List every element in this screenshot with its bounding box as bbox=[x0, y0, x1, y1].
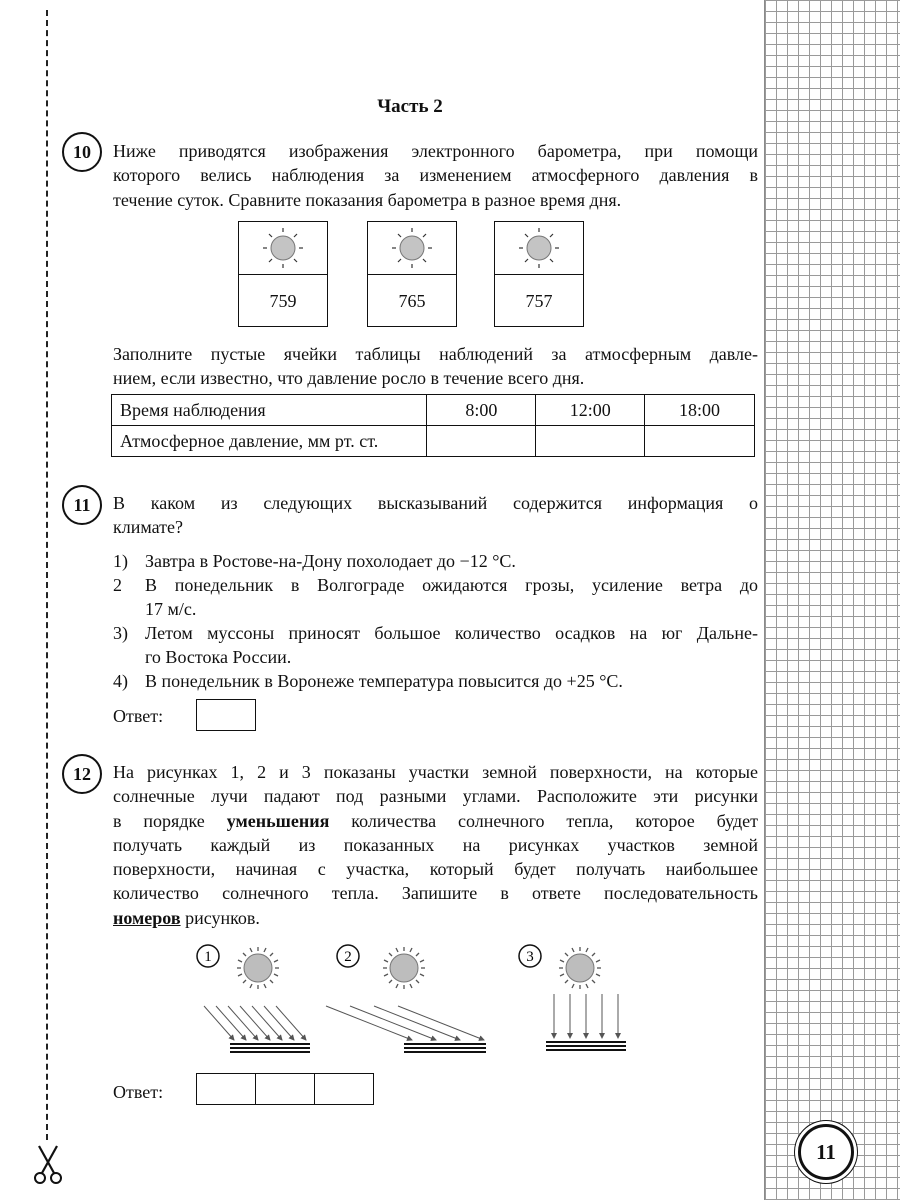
q11-question-line: климате? bbox=[113, 517, 183, 538]
q12-line-text: в порядке bbox=[113, 810, 205, 831]
q10-intro-line: течение суток. Сравните показания барометра в разное время дня. bbox=[113, 189, 622, 210]
barometer-1 bbox=[238, 221, 328, 327]
table-cell-time: 8:00 bbox=[427, 395, 536, 426]
q12-line: получать каждый из показанных на рисунках участков земной bbox=[113, 834, 758, 855]
page-number: 11 bbox=[798, 1124, 854, 1180]
grid-margin bbox=[764, 0, 900, 1200]
figure-label: 1 bbox=[204, 949, 212, 965]
q12-line bbox=[113, 809, 758, 833]
answer-cell[interactable] bbox=[536, 426, 645, 457]
answer-label: Ответ: bbox=[113, 1082, 164, 1102]
sun-angle-figures bbox=[190, 940, 650, 1060]
q12-line: количество солнечного тепла. Запишите в ответе последовательность bbox=[113, 883, 758, 904]
option-text: В понедельник в Воронеже температура повысится до +25 °С. bbox=[145, 671, 623, 691]
q10-intro-line: Ниже приводятся изображения электронного барометра, при помощи bbox=[113, 141, 758, 161]
sun-icon bbox=[368, 222, 456, 275]
emphasis-numbers: номеров bbox=[113, 907, 181, 928]
barometer-reading: 765 bbox=[398, 290, 426, 311]
barometer-2 bbox=[367, 221, 457, 327]
answer-box[interactable] bbox=[255, 1073, 315, 1105]
option-text: Завтра в Ростове-на-Дону похолодает до −12 °С. bbox=[145, 551, 516, 571]
q11-question-line: В каком из следующих высказываний содержится информация о bbox=[113, 493, 758, 513]
question-number-10: 10 bbox=[62, 132, 102, 172]
figure-1 bbox=[197, 945, 310, 1052]
figure-label: 2 bbox=[344, 949, 352, 965]
q12-line: поверхности, начиная с участка, который будет получать наибольшее bbox=[113, 859, 758, 880]
q11-question bbox=[113, 491, 758, 540]
option-number: 1) bbox=[113, 551, 128, 571]
option-text: В понедельник в Волгограде ожидаются грозы, усиление ветра до bbox=[145, 575, 758, 595]
answer-label: Ответ: bbox=[113, 706, 164, 726]
option-number: 3) bbox=[113, 623, 128, 643]
figure-3 bbox=[519, 945, 626, 1050]
table-row bbox=[112, 395, 755, 426]
table-cell-time: 18:00 bbox=[645, 395, 755, 426]
answer-box[interactable] bbox=[196, 699, 256, 731]
answer-cell[interactable] bbox=[645, 426, 755, 457]
question-number-11: 11 bbox=[62, 485, 102, 525]
q10-intro bbox=[113, 139, 758, 212]
q12-line-text: количества солнечного тепла, которое будет bbox=[351, 810, 759, 831]
table-row bbox=[112, 426, 755, 457]
q10-task bbox=[113, 342, 758, 391]
barometer-3 bbox=[494, 221, 584, 327]
cut-line bbox=[46, 10, 48, 1140]
observation-table bbox=[111, 394, 755, 457]
answer-box[interactable] bbox=[314, 1073, 374, 1105]
table-cell-time: 12:00 bbox=[536, 395, 645, 426]
answer-cell[interactable] bbox=[427, 426, 536, 457]
table-cell-label: Атмосферное давление, мм рт. ст. bbox=[112, 426, 427, 457]
barometer-reading: 757 bbox=[525, 290, 553, 311]
option-text: Летом муссоны приносят большое количество осадков на юг Дальне- bbox=[145, 623, 758, 643]
scissors-icon bbox=[30, 1142, 66, 1186]
q12-line: солнечные лучи падают под разными углами. Расположите эти рисунки bbox=[113, 786, 758, 807]
page-title: Часть 2 bbox=[377, 96, 443, 117]
emphasis-decrease: уменьшения bbox=[226, 810, 330, 831]
q12-line-text: рисунков. bbox=[185, 907, 260, 928]
q10-intro-line: которого велись наблюдения за изменением атмосферного давления в bbox=[113, 165, 758, 186]
barometer-reading: 759 bbox=[269, 290, 297, 311]
figure-label: 3 bbox=[526, 949, 534, 965]
question-number-12: 12 bbox=[62, 754, 102, 794]
option-number: 4) bbox=[113, 671, 128, 691]
table-cell-label: Время наблюдения bbox=[112, 395, 427, 426]
q10-task-line: нием, если известно, что давление росло в течение всего дня. bbox=[113, 368, 585, 389]
option-number: 2 bbox=[113, 575, 122, 595]
figure-2 bbox=[326, 945, 486, 1052]
option-text: го Востока России. bbox=[145, 647, 292, 668]
q12-line: На рисунках 1, 2 и 3 показаны участки земной поверхности, на которые bbox=[113, 762, 758, 782]
sun-icon bbox=[239, 222, 327, 275]
option-text: 17 м/с. bbox=[145, 599, 197, 620]
q12-line bbox=[113, 906, 758, 930]
q12-text bbox=[113, 760, 758, 930]
q10-task-line: Заполните пустые ячейки таблицы наблюдений за атмосферным давле- bbox=[113, 344, 758, 364]
answer-box[interactable] bbox=[196, 1073, 256, 1105]
sun-icon bbox=[495, 222, 583, 275]
